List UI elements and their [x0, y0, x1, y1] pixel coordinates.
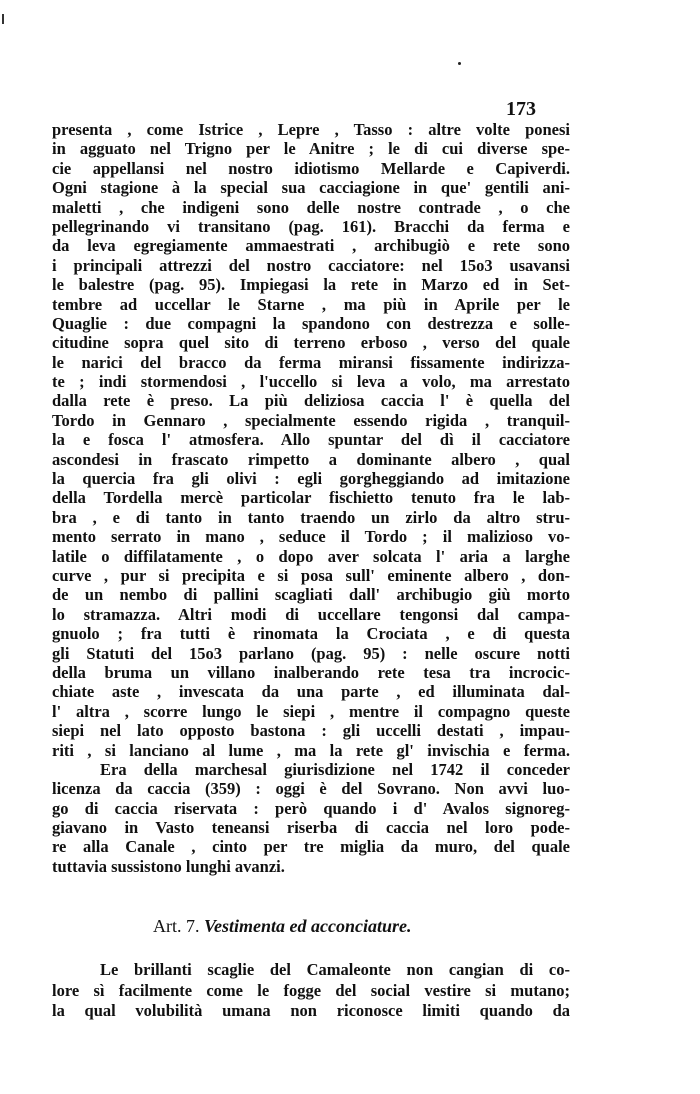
text-line: la quercia fra gli olivi : egli gorgheggiando ad imitazione [52, 469, 570, 489]
text-line: lo stramazza. Altri modi di uccellare tengonsi dal campa- [52, 604, 570, 624]
text-line: riti , si lanciano al lume , ma la rete gl' invischia e ferma. [52, 740, 570, 760]
text-line: le narici del bracco da ferma miransi fissamente indirizza- [52, 352, 570, 372]
text-line: te ; indi stormendosi , l'uccello si leva a volo, ma arrestato [52, 372, 570, 392]
text-line: chiate aste , invescata da una parte , ed illuminata dal- [52, 682, 570, 702]
text-line: della Tordella mercè particolar fischietto tenuto fra le lab- [52, 488, 570, 508]
text-line: latile o diffilatamente , o dopo aver solcata l' aria a larghe [52, 546, 570, 566]
section-title: Vestimenta ed acconciature. [204, 916, 412, 936]
text-line: licenza da caccia (359) : oggi è del Sovrano. Non avvi luo- [52, 779, 570, 799]
text-line: la e fosca l' atmosfera. Allo spuntar del dì il cacciatore [52, 430, 570, 450]
main-paragraph [52, 120, 570, 876]
text-line: lore sì facilmente come le fogge del social vestire si mutano; [52, 980, 570, 1000]
text-line: cie appellansi nel nostro idiotismo Mellarde e Capiverdi. [52, 158, 570, 178]
text-line: le balestre (pag. 95). Impiegasi la rete in Marzo ed in Set- [52, 275, 570, 295]
text-line: i principali attrezzi del nostro cacciatore: nel 15o3 usavansi [52, 255, 570, 275]
text-line: tembre ad uccellar le Starne , ma più in Aprile per le [52, 294, 570, 314]
text-line: l' altra , scorre lungo le siepi , mentre il compagno queste [52, 701, 570, 721]
text-line: ascondesi in frascato rimpetto a dominante albero , qual [52, 449, 570, 469]
page-number: 173 [506, 98, 536, 120]
text-line: in agguato nel Trigno per le Anitre ; le di cui diverse spe- [52, 139, 570, 159]
text-line: Quaglie : due compagni la spandono con destrezza e solle- [52, 313, 570, 333]
text-line: gnuolo ; fra tutti è rinomata la Crociata , e di questa [52, 624, 570, 644]
text-line: dalla rete è preso. La più deliziosa caccia l' è quella del [52, 391, 570, 411]
section-heading [153, 916, 411, 937]
text-line: gli Statuti del 15o3 parlano (pag. 95) : nelle oscure notti [52, 643, 570, 663]
text-line: citudine sopra quel sito di terreno erboso , verso del quale [52, 333, 570, 353]
text-line: giavano in Vasto teneansi riserba di caccia nel loro pode- [52, 818, 570, 838]
text-line: Era della marchesal giurisdizione nel 1742 il conceder [100, 759, 570, 779]
text-line: maletti , che indigeni sono delle nostre contrade , o che [52, 197, 570, 217]
text-line: Le brillanti scaglie del Camaleonte non cangian di co- [100, 960, 570, 979]
text-line: da leva egregiamente ammaestrati , archibugiò e rete sono [52, 236, 570, 256]
text-line: presenta , come Istrice , Lepre , Tasso : altre volte ponesi [52, 120, 570, 139]
section-number: Art. 7. [153, 916, 200, 936]
text-line: la qual volubilità umana non riconosce limiti quando da [52, 1001, 570, 1020]
text-line: pellegrinando vi transitano (pag. 161). Bracchi da ferma e [52, 216, 570, 236]
text-line: Ogni stagione à la special sua cacciagione in que' gentili ani- [52, 178, 570, 198]
text-line: re alla Canale , cinto per tre miglia da muro, del quale [52, 837, 570, 857]
text-line: tuttavia sussistono lunghi avanzi. [52, 856, 285, 876]
section-paragraph [52, 960, 570, 1022]
text-line: Tordo in Gennaro , specialmente essendo rigida , tranquil- [52, 410, 570, 430]
text-line: bra , e di tanto in tanto traendo un zirlo da altro stru- [52, 507, 570, 527]
text-line: de un nembo di pallini scagliati dall' archibugio giù morto [52, 585, 570, 605]
ink-speck [458, 62, 461, 65]
text-line: siepi nel lato opposto bastona : gli uccelli destati , impau- [52, 721, 570, 741]
text-line: mento serrato in mano , seduce il Tordo ; il malizioso vo- [52, 527, 570, 547]
text-line: go di caccia riservata : però quando i d' Avalos signoreg- [52, 798, 570, 818]
text-line: della bruma un villano inalberando rete tesa tra incrocic- [52, 662, 570, 682]
text-line: curve , pur si precipita e si posa sull' eminente albero , don- [52, 565, 570, 585]
margin-mark [2, 14, 4, 24]
